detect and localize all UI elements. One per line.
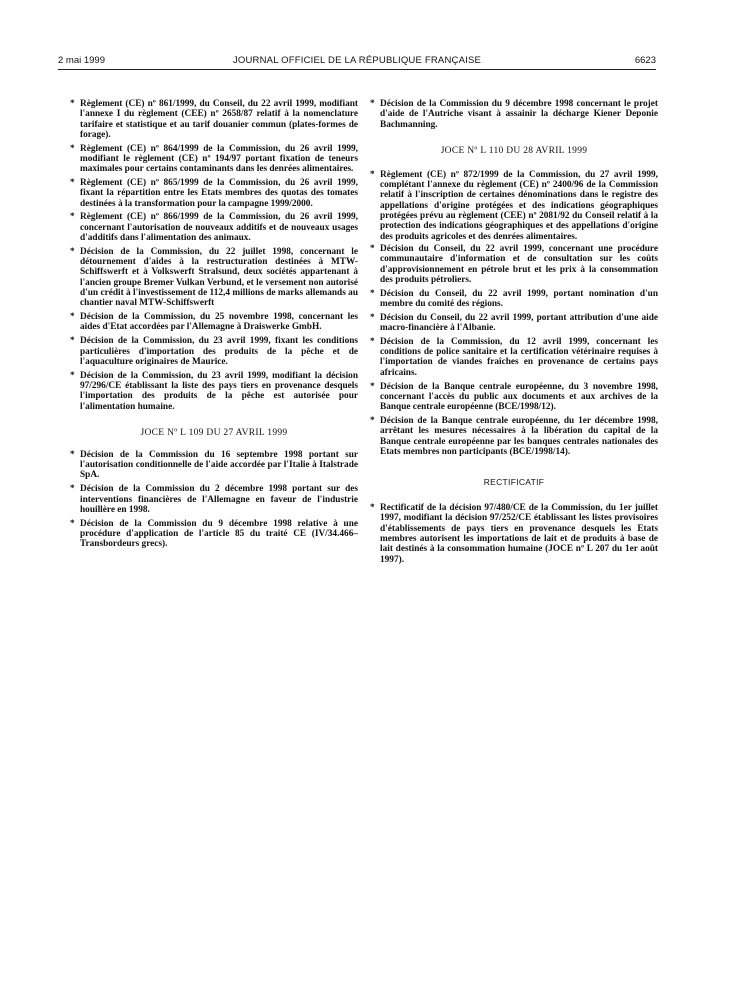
section-heading: JOCE Nº L 109 DU 27 AVRIL 1999 <box>140 427 288 438</box>
entry-text: Rectificatif de la décision 97/480/CE de la Commission, du 1er juillet 1997, modifiant la décision 97/252/CE établissant les listes provisoires d'établissements de pays tiers en provenance desquels les Etats membres autorisent les importations de lait et de produits à base de lait destinés à la consommation humaine (JOCE nº L 207 du 1er août 1997). <box>380 503 658 565</box>
entry-text: Décision de la Banque centrale européenne, du 1er décembre 1998, arrêtant les mesures nécessaires à la libération du capital de la Banque centrale européenne par les banques centrales nationales des Etats membres non participants (BCE/1998/14). <box>380 415 658 457</box>
bullet-mark: * <box>370 243 375 254</box>
entry-text: Décision de la Commission du 9 décembre 1998 concernant le projet d'aide de l'Autriche visant à assainir la décharge Kiener Deponie Bachmanning. <box>380 99 658 130</box>
right-group-2 <box>370 503 658 565</box>
bullet-mark: * <box>70 99 75 109</box>
left-group-2 <box>70 450 358 550</box>
entry-text: Décision de la Commission, du 23 avril 1999, fixant les conditions particulières d'importation des produits de la pêche et de l'aquaculture originaires de Maurice. <box>80 336 358 367</box>
list-item <box>70 144 358 175</box>
header-date: 2 mai 1999 <box>58 55 106 66</box>
rectificatif-heading: RECTIFICATIF <box>483 477 545 488</box>
entry-text: Règlement (CE) nº 861/1999, du Conseil, du 22 avril 1999, modifiant l'annexe I du règlement (CEE) nº 2658/87 relatif à la nomenclature tarifaire et statistique et au tarif douanier commun (plates-formes de forage). <box>80 99 358 140</box>
bullet-mark: * <box>70 178 75 189</box>
list-item <box>370 337 658 378</box>
list-item <box>70 247 358 309</box>
header-rule <box>58 69 656 70</box>
entry-text: Décision de la Commission, du 12 avril 1999, concernant les conditions de police sanitaire et la certification vétérinaire requises à l'importation de viandes fraîches en provenance de certains pays africains. <box>380 336 658 378</box>
bullet-mark: * <box>370 312 375 323</box>
list-item <box>370 382 658 413</box>
list-item <box>70 99 358 140</box>
bullet-mark: * <box>70 484 75 495</box>
list-item <box>370 244 658 285</box>
entry-text: Décision de la Commission du 9 décembre 1998 relative à une procédure d'application de l'article 85 du traité CE (IV/34.466–Transbordeurs grecs). <box>80 518 358 550</box>
list-item <box>70 519 358 550</box>
entry-text: Règlement (CE) nº 866/1999 de la Commission, du 26 avril 1999, concernant l'autorisation de nouveaux additifs et de nouveaux usages d'additifs dans l'alimentation des animaux. <box>80 212 358 244</box>
bullet-mark: * <box>70 143 75 154</box>
list-item <box>370 503 658 565</box>
list-item <box>370 313 658 334</box>
bullet-mark: * <box>70 212 75 223</box>
entry-text: Décision du Conseil, du 22 avril 1999, concernant une procédure communautaire d'information et de consultation sur les coûts d'approvisionnement en pétrole brut et les prix à la consommation des produits pétroliers. <box>380 243 658 285</box>
list-item <box>370 416 658 457</box>
entry-text: Décision de la Banque centrale européenne, du 3 novembre 1998, concernant l'accès du public aux documents et aux archives de la Banque centrale européenne (BCE/1998/12). <box>380 381 658 413</box>
entry-text: Règlement (CE) nº 865/1999 de la Commission, du 26 avril 1999, fixant la répartition entre les Etats membres des quotas des tomates destinées à la transformation pour la campagne 1999/2000. <box>80 178 358 209</box>
list-item <box>370 289 658 310</box>
left-group-1 <box>70 99 358 412</box>
entry-text: Règlement (CE) nº 872/1999 de la Commission, du 27 avril 1999, complétant l'annexe du règlement (CE) nº 2400/96 de la Commission relatif à l'inscription de certaines dénominations dans le registre des appellations d'origine protégées et des indications géographiques protégées prévu au règlement (CEE) nº 2081/92 du Conseil relatif à la protection des indications géographiques et des appellations d'origine des produits agricoles et des denrées alimentaires. <box>380 169 658 242</box>
list-item <box>70 484 358 515</box>
list-item <box>70 450 358 481</box>
list-item <box>70 178 358 209</box>
bullet-mark: * <box>370 381 375 392</box>
list-item <box>70 212 358 243</box>
page-number: 6623 <box>634 55 656 66</box>
bullet-mark: * <box>370 415 375 426</box>
list-item <box>70 371 358 412</box>
right-group-1 <box>370 170 658 457</box>
bullet-mark: * <box>70 336 75 347</box>
right-column <box>370 99 658 567</box>
entry-text: Décision du Conseil, du 22 avril 1999, portant nomination d'un membre du comité des régions. <box>380 288 658 309</box>
list-item <box>370 170 658 242</box>
journal-title: JOURNAL OFFICIEL DE LA RÉPUBLIQUE FRANÇAISE <box>232 55 482 66</box>
bullet-mark: * <box>70 312 75 323</box>
list-item <box>370 99 658 130</box>
bullet-mark: * <box>370 503 375 514</box>
entry-text: Décision de la Commission, du 23 avril 1999, modifiant la décision 97/296/CE établissant la liste des pays tiers en provenance desquels l'importation des produits de la pêche est autorisée pour l'alimentation humaine. <box>80 370 358 412</box>
bullet-mark: * <box>70 449 75 460</box>
entry-text: Décision de la Commission du 16 septembre 1998 portant sur l'autorisation conditionnelle de l'aide accordée par l'Italie à Italstrade SpA. <box>80 449 358 481</box>
bullet-mark: * <box>70 518 75 529</box>
bullet-mark: * <box>370 99 375 109</box>
left-column <box>70 99 358 553</box>
entry-text: Décision de la Commission, du 22 juillet 1998, concernant le détournement d'aides à la restructuration destinées à MTW-Schiffswerft et à Volkswerft Stralsund, deux sociétés appartenant à l'ancien groupe Bremer Vulkan Verbund, et le versement non autorisé d'un crédit à l'investissement de 112,4 millions de marks allemands au chantier naval MTW-Schiffswerft <box>80 246 358 309</box>
list-item <box>70 336 358 367</box>
entry-text: Règlement (CE) nº 864/1999 de la Commission, du 26 avril 1999, modifiant le règlement (CE) nº 194/97 portant fixation de teneurs maximales pour certains contaminants dans les denrées alimentaires. <box>80 143 358 175</box>
list-item <box>70 312 358 333</box>
entry-text: Décision du Conseil, du 22 avril 1999, portant attribution d'une aide macro-financière à l'Albanie. <box>380 312 658 334</box>
bullet-mark: * <box>70 370 75 381</box>
entry-text: Décision de la Commission du 2 décembre 1998 portant sur des interventions financières de l'Allemagne en faveur de l'industrie houillère en 1998. <box>80 484 358 515</box>
entry-text: Décision de la Commission, du 25 novembre 1998, concernant les aides d'Etat accordées par l'Allemagne à Draiswerke GmbH. <box>80 312 358 333</box>
section-heading: JOCE Nº L 110 DU 28 AVRIL 1999 <box>440 145 588 156</box>
bullet-mark: * <box>370 336 375 347</box>
bullet-mark: * <box>370 169 375 180</box>
bullet-mark: * <box>370 288 375 299</box>
bullet-mark: * <box>70 246 75 257</box>
